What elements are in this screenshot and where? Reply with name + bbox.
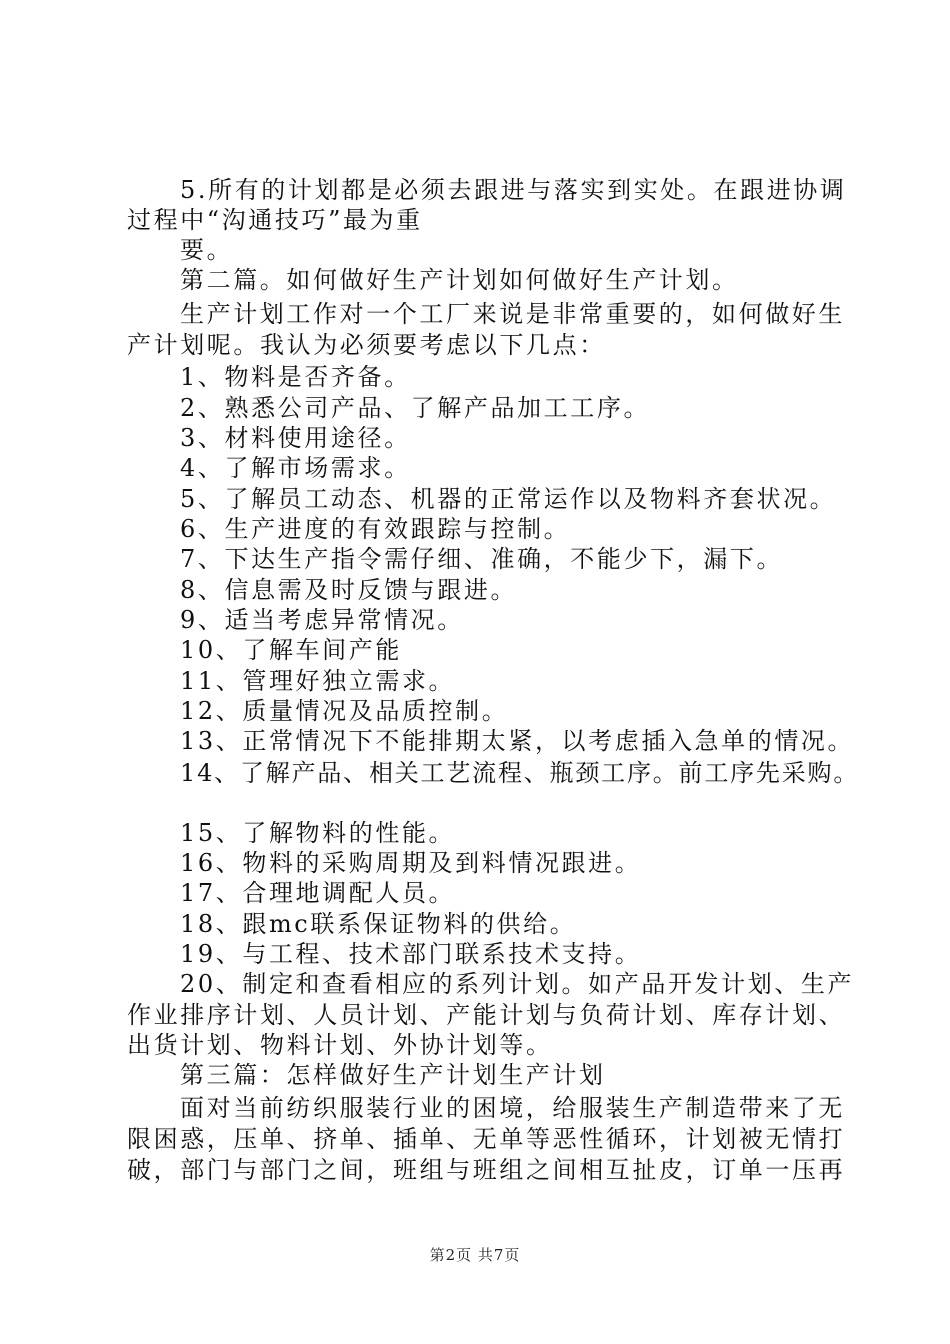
list-item: 14、了解产品、相关工艺流程、瓶颈工序。前工序先采购。 bbox=[180, 759, 860, 787]
list-item: 12、质量情况及品质控制。 bbox=[180, 697, 509, 725]
list-item: 11、管理好独立需求。 bbox=[180, 667, 456, 695]
list-item: 20、制定和查看相应的系列计划。如产品开发计划、生产 bbox=[180, 970, 855, 998]
page-number-footer: 第2页 共7页 bbox=[429, 1246, 521, 1264]
list-item: 9、适当考虑异常情况。 bbox=[180, 606, 464, 634]
paragraph-line: 产计划呢。我认为必须要考虑以下几点： bbox=[127, 331, 606, 359]
list-item: 2、熟悉公司产品、了解产品加工工序。 bbox=[180, 394, 651, 422]
paragraph-line: 面对当前纺织服装行业的困境，给服装生产制造带来了无 bbox=[180, 1094, 845, 1122]
list-item: 4、了解市场需求。 bbox=[180, 454, 411, 482]
list-item: 16、物料的采购周期及到料情况跟进。 bbox=[180, 849, 642, 877]
paragraph-line: 作业排序计划、人员计划、产能计划与负荷计划、库存计划、 bbox=[127, 1001, 846, 1029]
list-item: 17、合理地调配人员。 bbox=[180, 879, 456, 907]
list-item: 8、信息需及时反馈与跟进。 bbox=[180, 576, 518, 604]
list-item: 5、了解员工动态、机器的正常运作以及物料齐套状况。 bbox=[180, 485, 837, 513]
paragraph-line: 过程中“沟通技巧”最为重 bbox=[127, 206, 423, 234]
list-item: 15、了解物料的性能。 bbox=[180, 819, 456, 847]
list-item: 7、下达生产指令需仔细、准确，不能少下，漏下。 bbox=[180, 545, 784, 573]
paragraph-line: 出货计划、物料计划、外协计划等。 bbox=[127, 1031, 553, 1059]
section-heading: 第三篇：怎样做好生产计划生产计划 bbox=[180, 1061, 606, 1089]
list-item: 19、与工程、技术部门联系技术支持。 bbox=[180, 940, 642, 968]
list-item: 3、材料使用途径。 bbox=[180, 424, 411, 452]
paragraph-line: 破，部门与部门之间，班组与班组之间相互扯皮，订单一压再 bbox=[127, 1156, 846, 1184]
paragraph-line: 生产计划工作对一个工厂来说是非常重要的，如何做好生 bbox=[180, 300, 845, 328]
section-heading: 第二篇。如何做好生产计划如何做好生产计划。 bbox=[180, 266, 739, 294]
paragraph-line: 5.所有的计划都是必须去跟进与落实到实处。在跟进协调 bbox=[180, 176, 847, 204]
list-item: 10、了解车间产能 bbox=[180, 636, 402, 664]
list-item: 18、跟mc联系保证物料的供给。 bbox=[180, 910, 577, 938]
list-item: 6、生产进度的有效跟踪与控制。 bbox=[180, 515, 571, 543]
paragraph-line: 限困惑，压单、挤单、插单、无单等恶性循环，计划被无情打 bbox=[127, 1125, 846, 1153]
paragraph-line: 要。 bbox=[180, 236, 234, 264]
list-item: 13、正常情况下不能排期太紧，以考虑插入急单的情况。 bbox=[180, 727, 855, 755]
list-item: 1、物料是否齐备。 bbox=[180, 363, 411, 391]
